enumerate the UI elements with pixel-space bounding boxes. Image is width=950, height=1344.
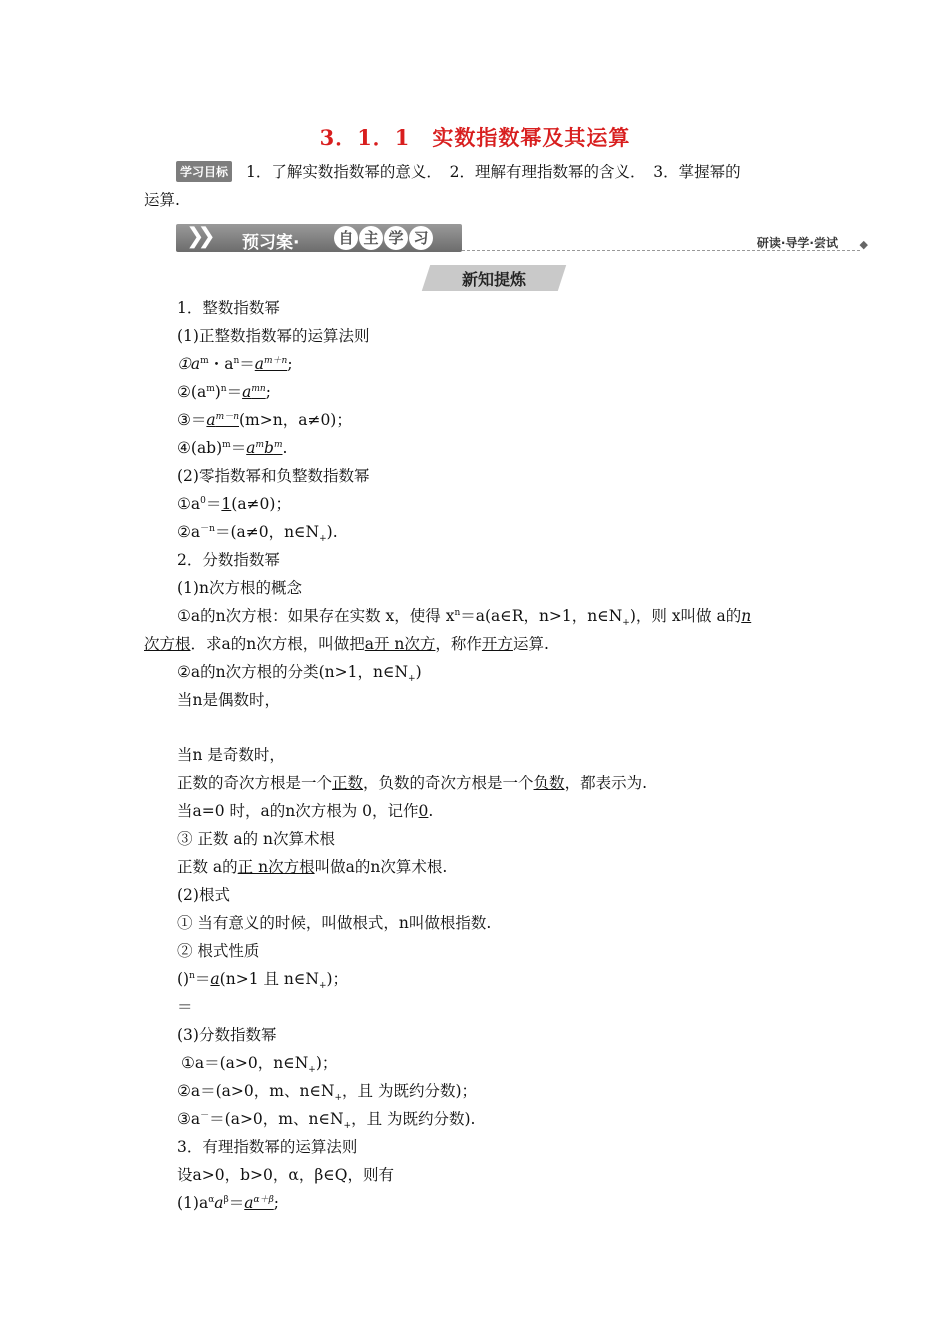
text: )； [326, 970, 349, 988]
sup: 0 [200, 496, 206, 506]
sup: － [200, 1111, 210, 1121]
text: ・a [208, 355, 234, 373]
text: ①a [177, 355, 201, 373]
even-case: 当n是偶数时， [177, 691, 280, 709]
learning-objectives [144, 160, 741, 182]
text: ＝ [226, 383, 243, 401]
text: 叫做a的n次算术根. [314, 858, 448, 876]
text: ＝ [205, 495, 222, 513]
text: ＝ [230, 439, 247, 457]
double-chevron-icon: ❯❯ [186, 224, 209, 249]
text: ; [273, 1194, 280, 1212]
objectives-badge: 学习目标 [176, 161, 232, 182]
text: ②a [177, 523, 201, 541]
sup: n [189, 971, 195, 981]
rule-4 [177, 438, 287, 458]
text: 正数的奇次方根是一个 [177, 774, 333, 792]
text: ). [326, 523, 338, 541]
text: ①a的n次方根：如果存在实数 x，使得 x [177, 607, 455, 625]
banner-right-text: 研读·导学·尝试 [756, 236, 838, 250]
heading-integer-exponent: 1．整数指数幂 [177, 299, 280, 317]
text: ＝(a>0，m、n∈N [209, 1110, 344, 1128]
radical-properties: ② 根式性质 [177, 942, 260, 960]
text: ③＝ [177, 411, 207, 429]
answer-underlined: 负数 [533, 774, 565, 792]
text: 正数 a的 [177, 858, 238, 876]
section-tag: 新知提炼 [461, 270, 526, 289]
text: ＝ [239, 355, 255, 373]
text: )，则 x叫做 a的 [629, 607, 742, 625]
text: ②a＝(a>0，m、n∈N [177, 1082, 335, 1100]
text: ，都表示为. [564, 774, 647, 792]
banner-label: 预习案· [242, 233, 300, 253]
banner-circle-char: 主 [359, 226, 383, 250]
text: . [428, 802, 434, 820]
heading-rational-rules: 3．有理指数幂的运算法则 [177, 1138, 358, 1156]
banner-circle-group [334, 226, 434, 250]
text: ．求a的n次方根，叫做把 [190, 635, 365, 653]
radical-property-2: ＝ [177, 998, 193, 1016]
sup: m [273, 440, 283, 450]
text: a [244, 1194, 254, 1212]
sub: + [334, 1093, 343, 1104]
banner-circle-char: 自 [334, 226, 358, 250]
answer-underlined: 正数 [332, 774, 364, 792]
banner-circle-char: 习 [409, 226, 433, 250]
sup: α [208, 1195, 215, 1205]
sup: －n [200, 524, 215, 534]
answer-underlined [206, 411, 239, 429]
nth-root-classification [177, 662, 422, 685]
sub: + [343, 1121, 352, 1132]
heading-fraction-exponent: 2．分数指数幂 [177, 551, 280, 569]
answer-underlined: 正 n次方根 [237, 858, 315, 876]
fraction-rule-1 [181, 1053, 338, 1076]
text: a [242, 383, 252, 401]
sup: m＋n [264, 356, 288, 366]
text: () [177, 970, 190, 988]
banner-circle-char: 学 [384, 226, 408, 250]
sup: n [233, 356, 240, 366]
sup: β [223, 1195, 229, 1205]
text: (1)a [177, 1194, 209, 1212]
rule-zero [177, 494, 291, 514]
rule-3 [177, 410, 352, 430]
arithmetic-root-heading: ③ 正数 a的 n次算术根 [177, 830, 336, 848]
odd-root-text [177, 773, 647, 793]
text: ，且 为既约分数)； [342, 1082, 478, 1100]
answer-underlined: 开方 [481, 635, 513, 653]
radical-property-1 [177, 969, 349, 992]
answer-underlined [242, 383, 266, 401]
objectives-text-2: 运算. [144, 191, 180, 209]
text: ①a [177, 495, 201, 513]
text: ) [415, 663, 422, 681]
rational-rules-intro: 设a>0，b>0，α，β∈Q，则有 [177, 1166, 394, 1184]
answer-underlined: n [741, 607, 752, 625]
text: 运算. [512, 635, 549, 653]
text: ＝a(a∈R，n>1，n∈N [460, 607, 623, 625]
text: a [246, 439, 256, 457]
sub: + [622, 618, 630, 629]
text: a [206, 411, 216, 429]
radical-definition: ① 当有意义的时候，叫做根式，n叫做根指数. [177, 914, 492, 932]
text: ; [287, 355, 293, 373]
text: ; [265, 383, 271, 401]
answer-underlined: 次方根 [144, 635, 191, 653]
text: ①a＝(a>0，n∈N [181, 1054, 309, 1072]
sup: m－n [215, 412, 239, 422]
answer-underlined [244, 1194, 274, 1212]
fraction-rule-2 [177, 1081, 478, 1104]
text: ，且 为既约分数). [351, 1110, 476, 1128]
sup: n [220, 384, 227, 394]
text: ＝ [228, 1194, 245, 1212]
text: ＝ [194, 970, 211, 988]
text: ＝(a≠0，n∈N [214, 523, 320, 541]
answer-underlined: 0 [418, 802, 429, 820]
odd-case: 当n 是奇数时， [177, 746, 285, 764]
section-banner [176, 222, 868, 256]
text: ②(a [177, 383, 207, 401]
sub: + [308, 1065, 316, 1076]
sup: m [200, 356, 209, 366]
text: ②a的n次方根的分类(n>1，n∈N [177, 663, 409, 681]
rule-negative [177, 522, 338, 545]
sub: + [318, 981, 327, 992]
zero-root-text [177, 801, 433, 821]
text: ④(ab) [177, 439, 223, 457]
radical-heading: (2)根式 [177, 886, 230, 904]
sup: m [222, 440, 231, 450]
page-title: 3．1．1 实数指数幂及其运算 [319, 125, 631, 150]
answer-underlined [255, 355, 288, 373]
text: (m>n，a≠0)； [239, 411, 352, 429]
sup: n [454, 608, 461, 618]
subheading-zero-negative: (2)零指数幂和负整数指数幂 [177, 467, 370, 485]
fraction-exponent-heading: (3)分数指数幂 [177, 1026, 277, 1044]
text: )； [315, 1054, 338, 1072]
text: . [282, 439, 288, 457]
text: b [264, 439, 274, 457]
sup: m [255, 440, 265, 450]
answer-underlined: a开 n次方 [364, 635, 436, 653]
sup: m [206, 384, 215, 394]
text: a [254, 355, 264, 373]
answer-underlined [246, 439, 282, 457]
subheading-positive-exponent: (1)正整数指数幂的运算法则 [177, 327, 370, 345]
nth-root-definition-cont [144, 634, 549, 654]
arithmetic-root-definition [177, 857, 447, 877]
sub: + [319, 534, 327, 545]
objectives-text-1: 1．了解实数指数幂的意义． 2．理解有理指数幂的含义． 3．掌握幂的 [246, 163, 741, 181]
text: 当a=0 时，a的n次方根为 0，记作 [177, 802, 419, 820]
rule-2 [177, 382, 271, 402]
answer-underlined: 1 [221, 495, 232, 513]
sub: + [408, 674, 416, 685]
nth-root-definition [177, 606, 752, 629]
subheading-nth-root: (1)n次方根的概念 [177, 579, 302, 597]
text: (n>1 且 n∈N [219, 970, 319, 988]
sup: mn [251, 384, 266, 394]
fraction-rule-3 [177, 1109, 476, 1132]
rational-rule-1 [177, 1193, 279, 1213]
text: (a≠0)； [231, 495, 291, 513]
diamond-icon: ◆ [859, 238, 868, 251]
answer-underlined: a [210, 970, 220, 988]
text: ，负数的奇次方根是一个 [363, 774, 534, 792]
sup: α＋β [253, 1195, 274, 1205]
text: ③a [177, 1110, 201, 1128]
text: a [214, 1194, 224, 1212]
text: ) [214, 383, 221, 401]
text: ，称作 [435, 635, 482, 653]
rule-1 [177, 354, 293, 374]
